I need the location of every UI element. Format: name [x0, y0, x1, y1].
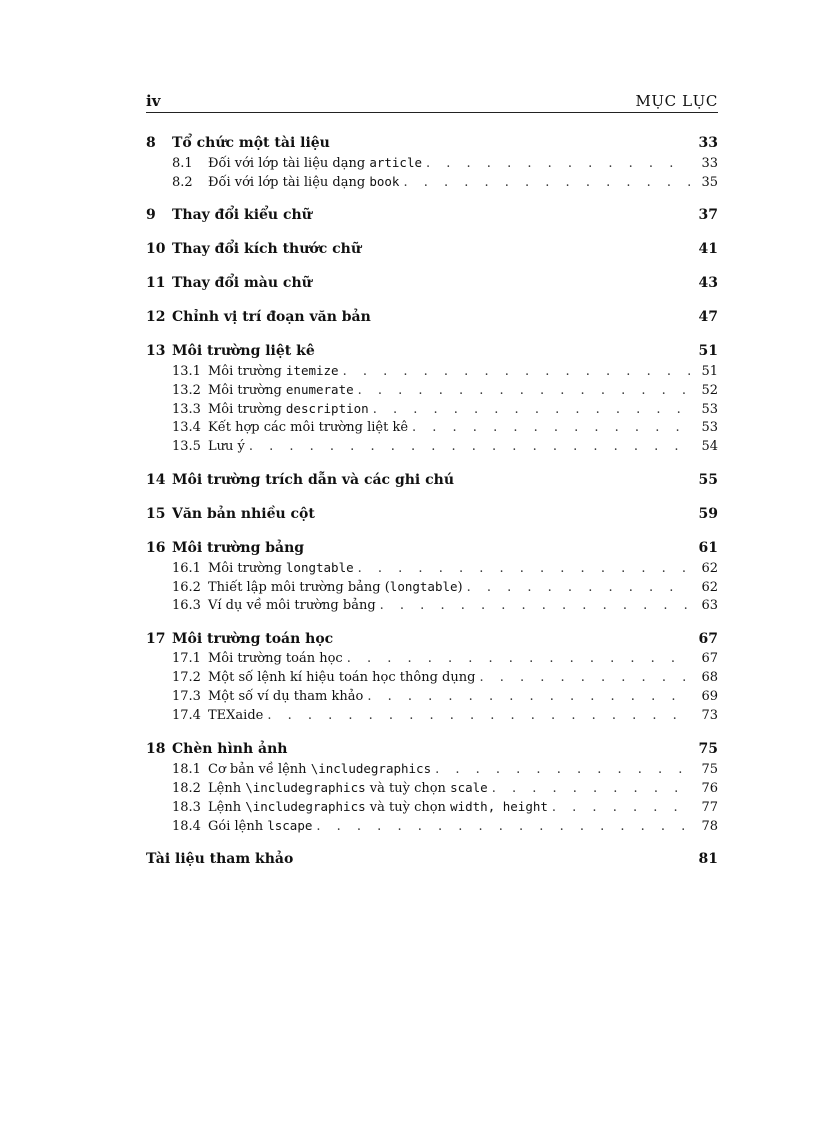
toc-chapter-17 — [146, 631, 718, 727]
section-entry[interactable]: 16.1 Môi trường longtable . . . 62 — [146, 560, 718, 579]
chapter-entry[interactable]: Tài liệu tham khảo 81 — [146, 851, 718, 867]
section-entry[interactable]: 17.2 Một số lệnh kí hiệu toán học thông dụng . . . 68 — [146, 670, 718, 689]
leader-dots — [552, 800, 690, 815]
leader-dots — [467, 580, 690, 595]
leader-dots — [249, 439, 690, 454]
chapter-entry[interactable]: 14 Môi trường trích dẫn và các ghi chú 55 — [146, 472, 718, 488]
section-entry[interactable]: 13.5 Lưu ý . . . 54 — [146, 439, 718, 458]
leader-dots — [347, 651, 690, 666]
chapter-entry[interactable]: 15 Văn bản nhiều cột 59 — [146, 506, 718, 522]
toc-chapter-14 — [146, 472, 718, 492]
table-of-contents — [146, 135, 718, 885]
section-entry[interactable]: 13.4 Kết hợp các môi trường liệt kê . . . 53 — [146, 420, 718, 439]
chapter-entry[interactable]: 13 Môi trường liệt kê 51 — [146, 343, 718, 359]
page-number: iv — [146, 92, 161, 110]
section-entry[interactable]: 16.3 Ví dụ về môi trường bảng . . . 63 — [146, 598, 718, 617]
leader-dots — [343, 364, 690, 379]
chapter-entry[interactable]: 10 Thay đổi kích thước chữ 41 — [146, 241, 718, 257]
section-entry[interactable]: 17.1 Môi trường toán học . . . 67 — [146, 651, 718, 670]
toc-chapter-15 — [146, 506, 718, 526]
leader-dots — [412, 420, 690, 435]
section-entry[interactable]: 17.3 Một số ví dụ tham khảo . . . 69 — [146, 689, 718, 708]
section-entry[interactable]: 16.2 Thiết lập môi trường bảng (longtable) . . . 62 — [146, 579, 718, 598]
leader-dots — [492, 781, 690, 796]
section-entry[interactable]: 13.1 Môi trường itemize . . . 51 — [146, 363, 718, 382]
chapter-entry[interactable]: 12 Chỉnh vị trí đoạn văn bản 47 — [146, 309, 718, 325]
section-entry[interactable]: 13.2 Môi trường enumerate . . . 52 — [146, 382, 718, 401]
leader-dots — [426, 156, 690, 171]
leader-dots — [435, 762, 690, 777]
section-entry[interactable]: 8.2 Đối với lớp tài liệu dạng book . . . 35 — [146, 174, 718, 193]
running-header — [146, 90, 718, 113]
header-title: MỤC LỤC — [635, 92, 718, 110]
leader-dots — [479, 670, 690, 685]
leader-dots — [316, 819, 690, 834]
leader-dots — [267, 708, 690, 723]
toc-references — [146, 851, 718, 871]
leader-dots — [403, 175, 690, 190]
toc-chapter-12 — [146, 309, 718, 329]
toc-chapter-16 — [146, 540, 718, 617]
toc-chapter-8 — [146, 135, 718, 193]
chapter-entry[interactable]: 17 Môi trường toán học 67 — [146, 631, 718, 647]
section-entry[interactable]: 8.1 Đối với lớp tài liệu dạng article . . . 33 — [146, 155, 718, 174]
leader-dots — [358, 561, 690, 576]
leader-dots — [380, 598, 690, 613]
toc-chapter-11 — [146, 275, 718, 295]
section-entry[interactable]: 18.3 Lệnh \includegraphics và tuỳ chọn width, height . . . 77 — [146, 799, 718, 818]
toc-chapter-10 — [146, 241, 718, 261]
leader-dots — [367, 689, 690, 704]
chapter-entry[interactable]: 8 Tổ chức một tài liệu 33 — [146, 135, 718, 151]
toc-chapter-18 — [146, 741, 718, 837]
chapter-entry[interactable]: 11 Thay đổi màu chữ 43 — [146, 275, 718, 291]
toc-chapter-9 — [146, 207, 718, 227]
section-entry[interactable]: 18.1 Cơ bản về lệnh \includegraphics . . . 75 — [146, 761, 718, 780]
section-entry[interactable]: 18.2 Lệnh \includegraphics và tuỳ chọn scale . . . 76 — [146, 780, 718, 799]
section-entry[interactable]: 18.4 Gói lệnh lscape . . . 78 — [146, 818, 718, 837]
chapter-entry[interactable]: 18 Chèn hình ảnh 75 — [146, 741, 718, 757]
toc-chapter-13 — [146, 343, 718, 458]
leader-dots — [373, 402, 690, 417]
section-entry[interactable]: 17.4 TEXaide . . . 73 — [146, 708, 718, 727]
section-entry[interactable]: 13.3 Môi trường description . . . 53 — [146, 401, 718, 420]
chapter-entry[interactable]: 16 Môi trường bảng 61 — [146, 540, 718, 556]
chapter-entry[interactable]: 9 Thay đổi kiểu chữ 37 — [146, 207, 718, 223]
leader-dots — [358, 383, 690, 398]
